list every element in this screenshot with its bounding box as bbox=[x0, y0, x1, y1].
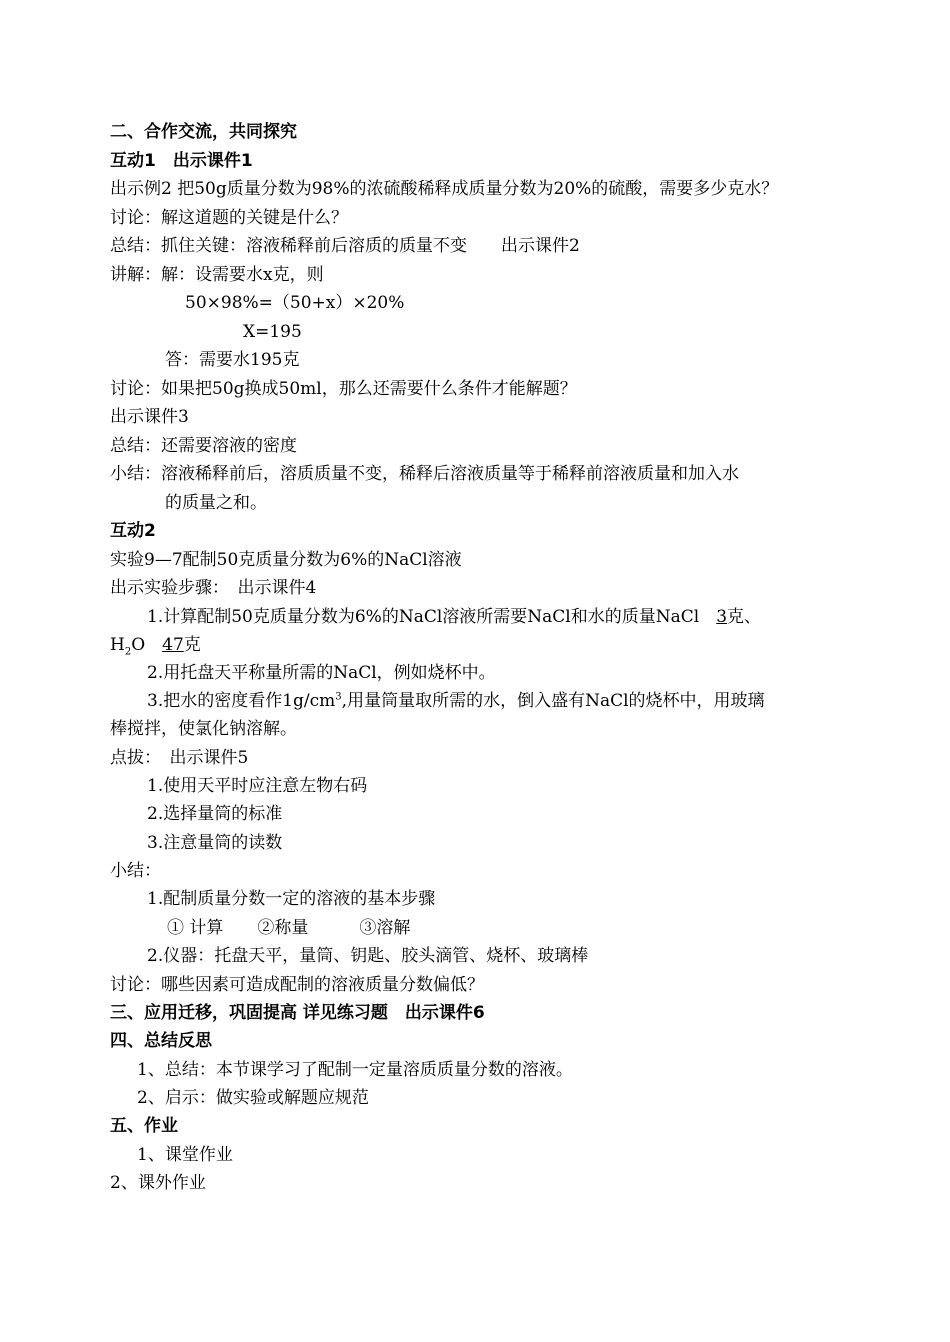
step-3-text-cont: ,用量筒量取所需的水，倒入盛有NaCl的烧杯中，用玻璃 bbox=[341, 691, 765, 711]
summary-title: 小结： bbox=[110, 861, 161, 881]
nacl-mass-blank: 3 bbox=[716, 607, 728, 627]
tip-2: 2.选择量筒的标准 bbox=[147, 804, 283, 824]
step-1-line-2 bbox=[110, 634, 201, 656]
water-mass-blank: 47 bbox=[162, 635, 184, 655]
tip-1: 1.使用天平时应注意左物右码 bbox=[147, 776, 368, 796]
solution-line: X=195 bbox=[243, 322, 302, 342]
cm3-superscript: 3 bbox=[335, 691, 342, 703]
explanation-setup: 讲解：解：设需要水x克，则 bbox=[110, 265, 324, 285]
summary-density: 总结：还需要溶液的密度 bbox=[110, 436, 297, 456]
h2o-subscript: 2 bbox=[124, 646, 132, 658]
homework-2: 2、课外作业 bbox=[110, 1173, 206, 1193]
h2o-o: O bbox=[131, 635, 163, 655]
water-unit: 克 bbox=[183, 635, 201, 655]
homework-1: 1、课堂作业 bbox=[137, 1145, 233, 1165]
step-2: 2.用托盘天平称量所需的NaCl，例如烧杯中。 bbox=[147, 663, 496, 683]
tips-title: 点拔： 出示课件5 bbox=[110, 748, 249, 768]
equation-line: 50×98%=（50+x）×20% bbox=[185, 293, 405, 313]
section-heading-3: 三、应用迁移，巩固提高 详见练习题 出示课件6 bbox=[110, 1003, 485, 1023]
tip-3: 3.注意量筒的读数 bbox=[147, 833, 283, 853]
experiment-title: 实验9—7配制50克质量分数为6%的NaCl溶液 bbox=[110, 550, 462, 570]
interaction-2-title: 互动2 bbox=[110, 521, 156, 541]
section-heading-4: 四、总结反思 bbox=[110, 1031, 212, 1051]
summary-steps: ① 计算 ②称量 ③溶解 bbox=[167, 918, 411, 938]
step-1-text: 1.计算配制50克质量分数为6%的NaCl溶液所需要NaCl和水的质量NaCl bbox=[147, 607, 717, 627]
section-heading-5: 五、作业 bbox=[110, 1116, 178, 1136]
section-heading-2: 二、合作交流，共同探究 bbox=[110, 122, 297, 142]
courseware-3: 出示课件3 bbox=[110, 407, 189, 427]
summary-item-1: 1.配制质量分数一定的溶液的基本步骤 bbox=[147, 889, 436, 909]
summary-key-point: 总结：抓住关键：溶液稀释前后溶质的质量不变 出示课件2 bbox=[110, 236, 580, 256]
answer-line: 答：需要水195克 bbox=[165, 350, 300, 370]
discussion-key-point: 讨论：解这道题的关键是什么？ bbox=[110, 208, 348, 228]
interaction-1-title: 互动1 出示课件1 bbox=[110, 151, 253, 171]
step-1-unit: 克、 bbox=[727, 607, 762, 627]
discussion-volume: 讨论：如果把50g换成50ml，那么还需要什么条件才能解题？ bbox=[110, 379, 577, 399]
discussion-low-fraction: 讨论：哪些因素可造成配制的溶液质量分数偏低？ bbox=[110, 975, 484, 995]
step-3-line-2: 棒搅拌，使氯化钠溶解。 bbox=[110, 719, 297, 739]
step-3-line-1 bbox=[147, 690, 765, 712]
brief-summary-line-2: 的质量之和。 bbox=[165, 493, 267, 513]
reflection-1: 1、总结：本节课学习了配制一定量溶质质量分数的溶液。 bbox=[137, 1060, 573, 1080]
experiment-steps-intro: 出示实验步骤： 出示课件4 bbox=[110, 578, 317, 598]
brief-summary-line-1: 小结：溶液稀释前后，溶质质量不变，稀释后溶液质量等于稀释前溶液质量和加入水 bbox=[110, 464, 739, 484]
reflection-2: 2、启示：做实验或解题应规范 bbox=[137, 1088, 369, 1108]
h2o-h: H bbox=[110, 635, 125, 655]
example-2-text: 出示例2 把50g质量分数为98%的浓硫酸稀释成质量分数为20%的硫酸，需要多少克水？ bbox=[110, 179, 779, 199]
step-1-line-1 bbox=[147, 606, 761, 628]
summary-item-2: 2.仪器：托盘天平，量筒、钥匙、胶头滴管、烧杯、玻璃棒 bbox=[147, 946, 589, 966]
step-3-text: 3.把水的密度看作1g/cm bbox=[147, 691, 336, 711]
